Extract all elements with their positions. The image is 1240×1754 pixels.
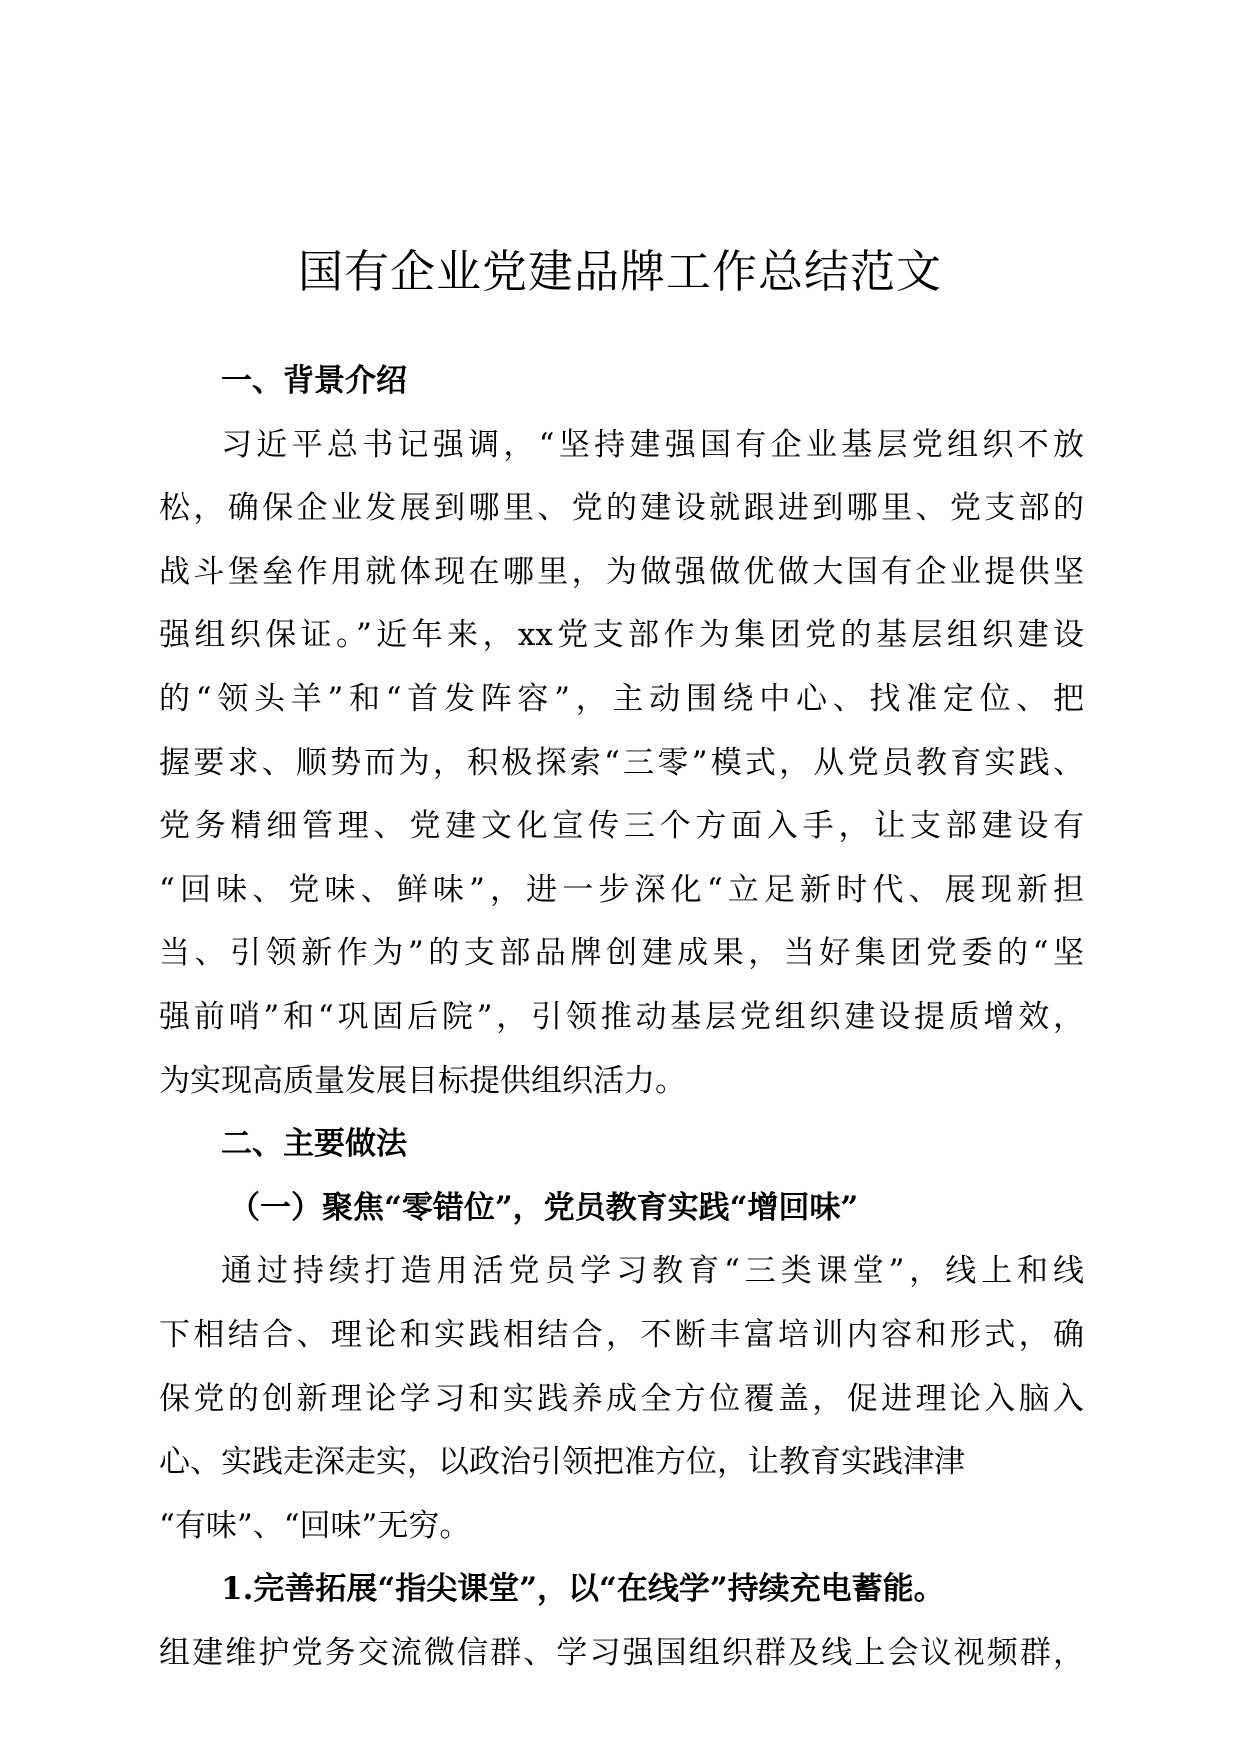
subsection-heading-1: （一）聚焦“零错位”，党员教育实践“增回味” (229, 1189, 859, 1226)
section-heading-background: 一、背景介绍 (221, 363, 407, 399)
paragraph-line: 保党的创新理论学习和实践养成全方位覆盖，促进理论入脑入 (159, 1380, 1084, 1417)
paragraph-line: “有味”、“回味”无穷。 (159, 1507, 471, 1544)
paragraph-line: “回味、党味、鲜味”，进一步深化“立足新时代、展现新担 (159, 871, 1084, 908)
paragraph-line: 党务精细管理、党建文化宣传三个方面入手，让支部建设有 (159, 808, 1084, 845)
paragraph-line: 当、引领新作为”的支部品牌创建成果，当好集团党委的“坚 (159, 935, 1084, 972)
paragraph-line: 下相结合、理论和实践相结合，不断丰富培训内容和形式，确 (159, 1316, 1084, 1353)
paragraph-line: 习近平总书记强调，“坚持建强国有企业基层党组织不放 (221, 426, 1084, 463)
document-body (159, 350, 1084, 1685)
document-title: 国有企业党建品牌工作总结范文 (297, 245, 942, 298)
paragraph-line: 的“领头羊”和“首发阵容”，主动围绕中心、找准定位、把 (159, 680, 1084, 717)
item-heading-1: 1.完善拓展“指尖课堂”，以“在线学”持续充电蓄能。 (221, 1571, 945, 1608)
paragraph-line: 强组织保证。”近年来，xx党支部作为集团党的基层组织建设 (159, 617, 1084, 654)
paragraph-line: 松，确保企业发展到哪里、党的建设就跟进到哪里、党支部的 (159, 490, 1084, 527)
paragraph-line: 握要求、顺势而为，积极探索“三零”模式，从党员教育实践、 (159, 744, 1084, 781)
paragraph-line: 组建维护党务交流微信群、学习强国组织群及线上会议视频群， (159, 1634, 1084, 1671)
paragraph-line: 强前哨”和“巩固后院”，引领推动基层党组织建设提质增效， (159, 998, 1084, 1035)
paragraph-line: 为实现高质量发展目标提供组织活力。 (159, 1062, 686, 1099)
section-heading-main-practices: 二、主要做法 (221, 1126, 407, 1163)
paragraph-line: 心、实践走深走实，以政治引领把准方位，让教育实践津津 (159, 1444, 965, 1481)
paragraph-line: 通过持续打造用活党员学习教育“三类课堂”，线上和线 (221, 1253, 1084, 1290)
paragraph-line: 战斗堡垒作用就体现在哪里，为做强做优做大国有企业提供坚 (159, 553, 1084, 590)
